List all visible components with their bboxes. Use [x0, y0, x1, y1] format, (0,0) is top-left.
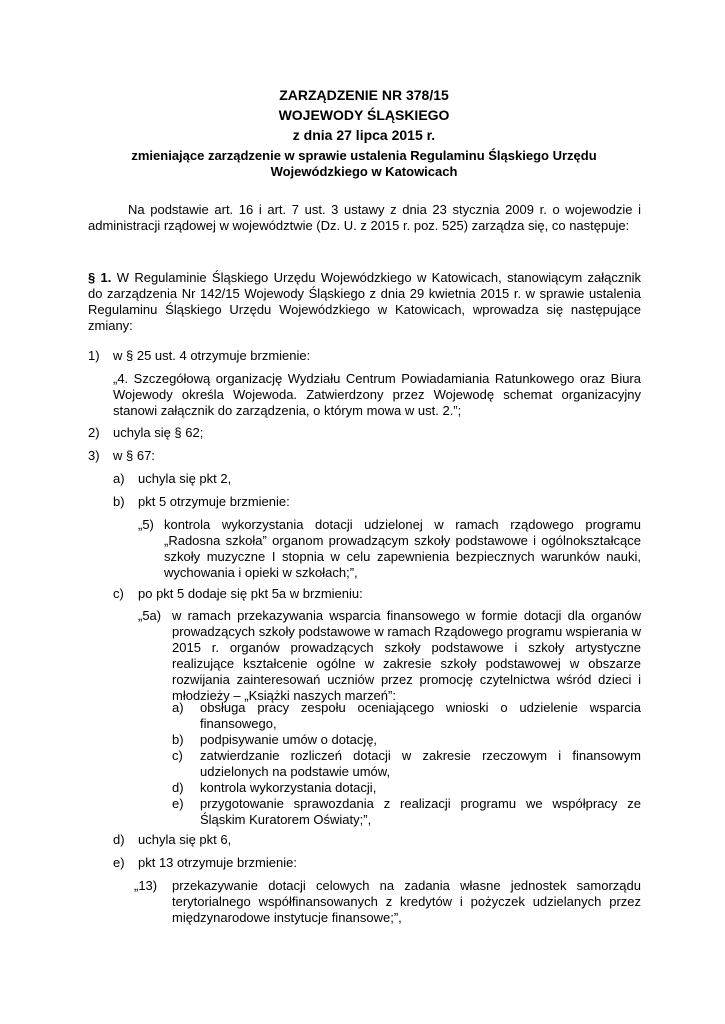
- sub-b-quote-text: kontrola wykorzystania dotacji udzielonej w ramach rządowego programu „Radosna szkoła” organom prowadzącym szkoły podstawowe i ogólnokształcące szkoły muzyczne I stopnia w celu zapewnienia bezpiecznych warunków nauki, wychowania i opieki w szkołach;”,: [164, 517, 641, 580]
- sub-c-d-text: kontrola wykorzystania dotacji,: [200, 780, 377, 795]
- sub-e-text: pkt 13 otrzymuje brzmienie:: [138, 855, 297, 870]
- title-line-2: WOJEWODY ŚLĄSKIEGO: [278, 107, 450, 123]
- sub-c-b-number: b): [172, 732, 184, 747]
- sub-c-quote-number: „5a): [138, 608, 162, 623]
- sub-d-text: uchyla się pkt 6,: [138, 832, 232, 847]
- item-3-text: w § 67:: [113, 448, 155, 463]
- sub-c-b-text: podpisywanie umów o dotację,: [200, 732, 378, 747]
- item-3-number: 3): [88, 448, 100, 463]
- sub-b-quote-number: „5): [138, 517, 154, 532]
- sub-c-e-number: e): [172, 796, 184, 811]
- sub-e-number: e): [113, 855, 125, 870]
- title-line-1: ZARZĄDZENIE NR 378/15: [279, 87, 449, 103]
- sub-c-e-text: przygotowanie sprawozdania z realizacji programu we współpracy ze Śląskim Kuratorem Oświaty;”,: [200, 796, 641, 827]
- sub-a-number: a): [113, 471, 125, 486]
- item-1-quote: „4. Szczegółową organizację Wydziału Centrum Powiadamiania Ratunkowego oraz Biura Wojewody określa Wojewoda. Zatwierdzony przez Wojewodę schemat organizacyjny stanowi załącznik do zarządzenia, o którym mowa w ust. 2.”;: [113, 371, 641, 418]
- subtitle-line-1: zmieniające zarządzenie w sprawie ustalenia Regulaminu Śląskiego Urzędu: [131, 148, 597, 163]
- sub-d-number: d): [113, 832, 125, 847]
- sub-c-quote-text: w ramach przekazywania wsparcia finansowego w formie dotacji dla organów prowadzących szkoły podstawowe w ramach Rządowego programu wspierania w 2015 r. organów prowadzących szkoły podstawowe i szkoły artystyczne realizujące kształcenie ogólne w zakresie szkoły podstawowej w obszarze rozwijania zainteresowań uczniów przez promocję czytelnictwa wśród dzieci i młodzieży – „Książki naszych marzeń”:: [172, 608, 641, 703]
- item-1-number: 1): [88, 348, 100, 363]
- sub-e-quote-text: przekazywanie dotacji celowych na zadania własne jednostek samorządu terytorialnego współfinansowanych z kredytów i pożyczek udzielanych przez międzynarodowe instytucje finansowe;”,: [172, 878, 641, 925]
- section-1-text: W Regulaminie Śląskiego Urzędu Wojewódzkiego w Katowicach, stanowiącym załącznik do zarządzenia Nr 142/15 Wojewody Śląskiego z dnia 29 kwietnia 2015 r. w sprawie ustalenia Regulaminu Śląskiego Urzędu Wojewódzkiego w Katowicach, wprowadza się następujące zmiany:: [88, 270, 642, 333]
- sub-b-text: pkt 5 otrzymuje brzmienie:: [138, 494, 290, 509]
- sub-c-text: po pkt 5 dodaje się pkt 5a w brzmieniu:: [138, 586, 363, 601]
- sub-c-number: c): [113, 586, 124, 601]
- sub-a-text: uchyla się pkt 2,: [138, 471, 232, 486]
- sub-c-d-number: d): [172, 780, 184, 795]
- item-1-text: w § 25 ust. 4 otrzymuje brzmienie:: [113, 348, 311, 363]
- sub-c-c-number: c): [172, 748, 183, 763]
- section-mark: § 1.: [88, 270, 112, 285]
- preamble: Na podstawie art. 16 i art. 7 ust. 3 ustawy z dnia 23 stycznia 2009 r. o wojewodzie i administracji rządowej w województwie (Dz. U. z 2015 r. poz. 525) zarządza się, co następuje:: [88, 202, 641, 233]
- sub-b-number: b): [113, 494, 125, 509]
- item-2-text: uchyla się § 62;: [113, 425, 204, 440]
- item-2-number: 2): [88, 425, 100, 440]
- title-date: z dnia 27 lipca 2015 r.: [292, 127, 436, 143]
- subtitle-line-2: Wojewódzkiego w Katowicach: [270, 164, 458, 179]
- sub-c-a-number: a): [172, 700, 184, 715]
- sub-c-c-text: zatwierdzanie rozliczeń dotacji w zakresie rzeczowym i finansowym udzielonych na podstawie umów,: [200, 748, 641, 779]
- sub-e-quote-number: „13): [134, 878, 158, 893]
- section-1: [88, 270, 641, 334]
- sub-c-a-text: obsługa pracy zespołu oceniającego wnioski o udzielenie wsparcia finansowego,: [200, 700, 641, 731]
